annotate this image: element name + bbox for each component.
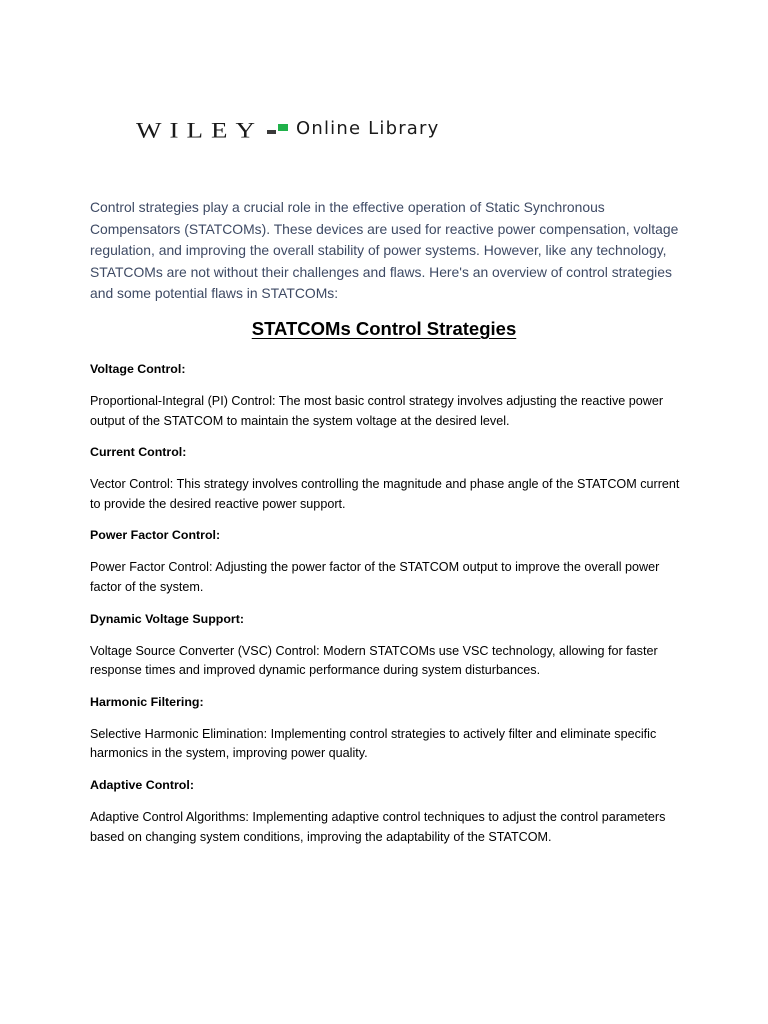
section-body: Adaptive Control Algorithms: Implementing adaptive control techniques to adjust the control parameters based on changing system conditions, improving the adaptability of the STATCOM. [90, 809, 666, 844]
intro-paragraph: Control strategies play a crucial role in the effective operation of Static Synchronous Compensators (STATCOMs). These devices are used for reactive power compensation, voltage regulation, and improving the overall stability of power systems. However, like any technology, STATCOMs are not without their challenges and flaws. Here's an overview of control strategies and some potential flaws in STATCOMs: [90, 199, 679, 302]
section-heading: Harmonic Filtering: [90, 694, 204, 709]
logo-green-square [278, 124, 288, 131]
section-body: Vector Control: This strategy involves controlling the magnitude and phase angle of the STATCOM current to provide the desired reactive power support. [90, 477, 680, 511]
section-body: Power Factor Control: Adjusting the power factor of the STATCOM output to improve the overall power factor of the system. [90, 560, 660, 594]
section-voltage-control [90, 360, 680, 431]
sections-list [90, 360, 680, 859]
section-heading: Dynamic Voltage Support: [90, 611, 244, 626]
section-body: Voltage Source Converter (VSC) Control: Modern STATCOMs use VSC technology, allowing for faster response times and improved dynamic performance during system disturbances. [90, 643, 658, 678]
section-heading: Voltage Control: [90, 362, 186, 376]
section-power-factor-control [90, 526, 680, 597]
logo-wordmark: WILEY [136, 117, 263, 143]
section-current-control [90, 443, 680, 514]
section-heading: Current Control: [90, 445, 187, 460]
section-body: Selective Harmonic Elimination: Implementing control strategies to actively filter and eliminate specific harmonics in the system, improving power quality. [90, 726, 657, 761]
section-heading: Adaptive Control: [90, 777, 194, 792]
wiley-online-library-logo [136, 106, 440, 143]
section-heading: Power Factor Control: [90, 528, 221, 543]
section-dynamic-voltage-support [90, 610, 680, 681]
section-harmonic-filtering [90, 693, 680, 764]
section-body: Proportional-Integral (PI) Control: The most basic control strategy involves adjusting the reactive power output of the STATCOM to maintain the system voltage at the desired level. [90, 394, 664, 428]
logo-mark-icon [267, 124, 288, 134]
section-adaptive-control [90, 776, 680, 847]
logo-subtitle: Online Library [295, 118, 440, 139]
logo-dash [267, 130, 276, 134]
document-title: STATCOMs Control Strategies [251, 318, 517, 339]
